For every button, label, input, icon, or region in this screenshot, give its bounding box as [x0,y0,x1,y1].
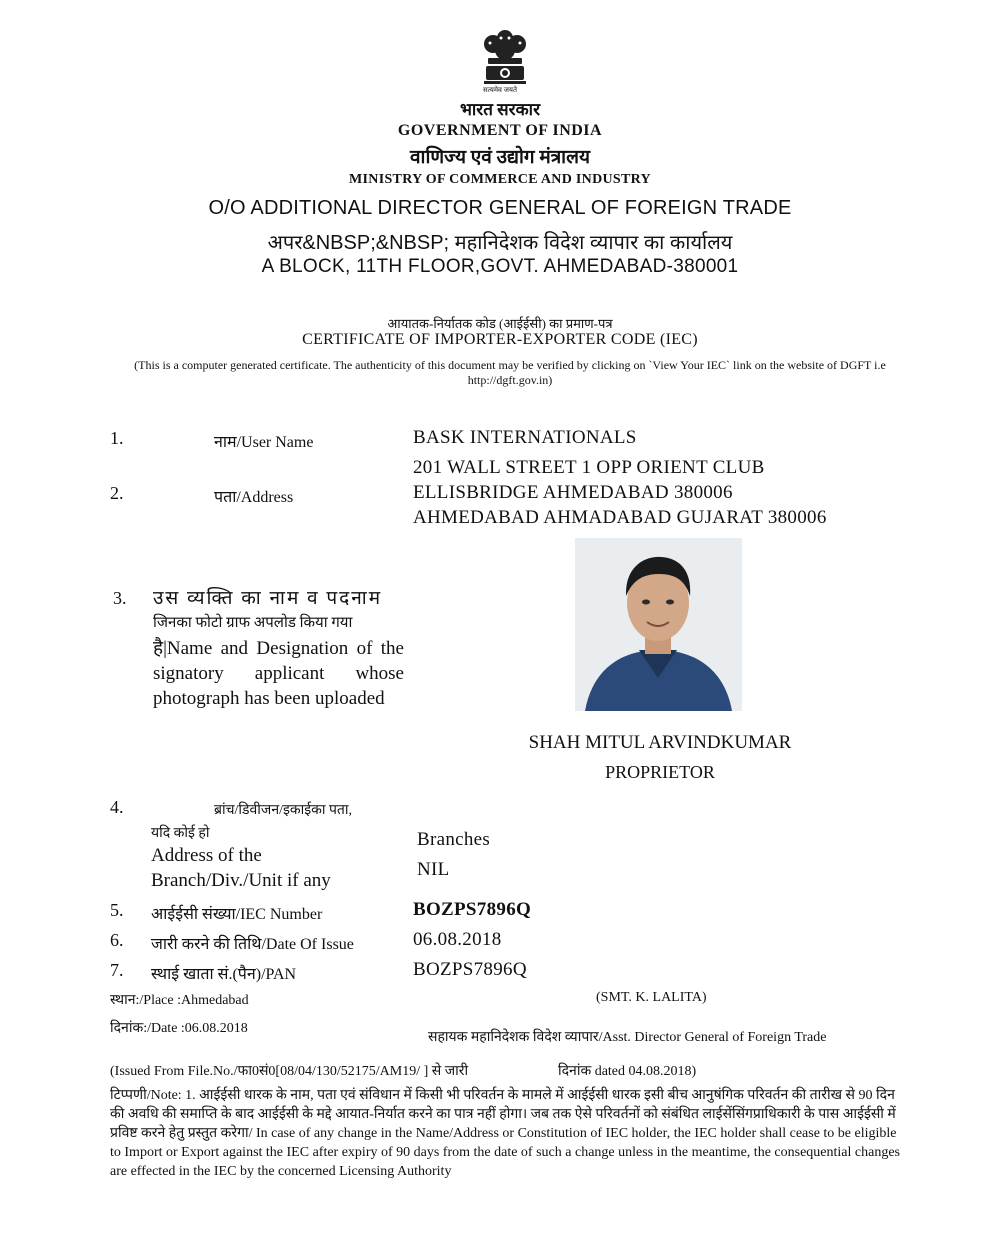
branch-label-english-1: Address of the [151,845,262,866]
branch-label-hindi-2: यदि कोई हो [151,826,210,841]
branch-label-english-2: Branch/Div./Unit if any [151,870,331,891]
signing-officer-name: (SMT. K. LALITA) [596,990,707,1005]
branches-value: NIL [417,859,450,880]
address-label: पता/Address [214,489,294,506]
user-name-label: नाम/User Name [214,434,314,451]
item-number-6: 6. [110,930,124,950]
address-line-2: ELLISBRIDGE AHMEDABAD 380006 [413,482,733,503]
issued-dated: दिनांक dated 04.08.2018) [558,1064,697,1079]
header-government-of-india: GOVERNMENT OF INDIA [397,122,603,139]
signatory-designation: PROPRIETOR [605,762,715,782]
certificate-disclaimer: (This is a computer generated certificate. The authenticity of this document may be verified by clicking on `View Your IEC` link on the website of DGFT i.e http://dgft.gov.in) [134,358,886,387]
iec-number-label: आईईसी संख्या/IEC Number [151,906,323,923]
applicant-photo [575,538,742,711]
certificate-note: टिप्पणी/Note: 1. आईईसी धारक के नाम, पता एवं संविधान में किसी भी परिवर्तन के मामले में आईईसी धारक इसी बीच आनुषंगिक परिवर्तन की तारीख से 90 दिन की अवधि की समाप्ति के बाद आईईसी के मद्दे आयात-निर्यात करने का पात्र नहीं होगा। जब तक ऐसे परिवर्तनों को संबंधित लाईसेंसिंगप्राधिकारी के पास आईईसी में प्रविष्ट करने हेतु प्रस्तुत करेगा/ In case of any change in the Name/Address or Constitution of IEC holder, the IEC holder shall cease to be eligible to Import or Export against the IEC after expiry of 90 days from the date of such a change unless in the meantime, the consequential changes are effected in the IEC by the concerned Licensing Authority [110,1088,900,1179]
signatory-label-hindi-2: जिनका फोटो ग्राफ अपलोड किया गया [153,615,353,631]
signatory-name: SHAH MITUL ARVINDKUMAR [528,732,792,753]
iec-number-value: BOZPS7896Q [413,899,532,920]
certificate-title: CERTIFICATE OF IMPORTER-EXPORTER CODE (IEC) [302,331,698,348]
item-number-3: 3. [113,588,127,608]
certificate-title-hindi: आयातक-निर्यातक कोड (आईईसी) का प्रमाण-पत्र [387,316,613,331]
item-number-5: 5. [110,900,124,920]
issued-from-file: (Issued From File.No./फा0सं0[08/04/130/52175/AM19/ ] से जारी [110,1064,469,1079]
issue-date: दिनांक:/Date :06.08.2018 [110,1021,248,1036]
date-of-issue-value: 06.08.2018 [413,929,502,950]
address-line-3: AHMEDABAD AHMADABAD GUJARAT 380006 [413,507,827,528]
item-number-7: 7. [110,960,124,980]
emblem-motto: सत्यमेव जयते [483,86,517,94]
header-hindi-government: भारत सरकार [459,100,541,119]
header-ministry-english: MINISTRY OF COMMERCE AND INDUSTRY [349,172,651,187]
header-ministry-hindi: वाणिज्य एवं उद्योग मंत्रालय [409,147,591,168]
pan-value: BOZPS7896Q [413,959,527,980]
item-number-2: 2. [110,483,124,503]
pan-label: स्थाई खाता सं.(पैन)/PAN [151,966,297,983]
user-name-value: BASK INTERNATIONALS [413,427,637,448]
item-number-4: 4. [110,797,124,817]
branches-title: Branches [417,829,491,850]
signatory-label [153,586,404,711]
signatory-label-english: है|Name and Designation of the signatory applicant whose photograph has been uploaded [153,638,404,709]
signing-officer-designation: सहायक महानिदेशक विदेश व्यापार/Asst. Director General of Foreign Trade [428,1030,827,1045]
signatory-label-hindi-1: उस व्यक्ति का नाम व पदनाम [153,588,383,609]
header-office-address: A BLOCK, 11TH FLOOR,GOVT. AHMEDABAD-380001 [261,256,739,277]
address-line-1: 201 WALL STREET 1 OPP ORIENT CLUB [413,457,765,478]
date-of-issue-label: जारी करने की तिथि/Date Of Issue [151,936,354,953]
branch-label-hindi-1: ब्रांच/डिवीजन/इकाईका पता, [214,803,353,818]
header-office-english: O/O ADDITIONAL DIRECTOR GENERAL OF FOREIGN TRADE [208,197,792,219]
item-number-1: 1. [110,428,124,448]
place: स्थान:/Place :Ahmedabad [110,993,249,1008]
header-office-hindi: अपर&NBSP;&NBSP; महानिदेशक विदेश व्यापार का कार्यालय [267,232,733,254]
